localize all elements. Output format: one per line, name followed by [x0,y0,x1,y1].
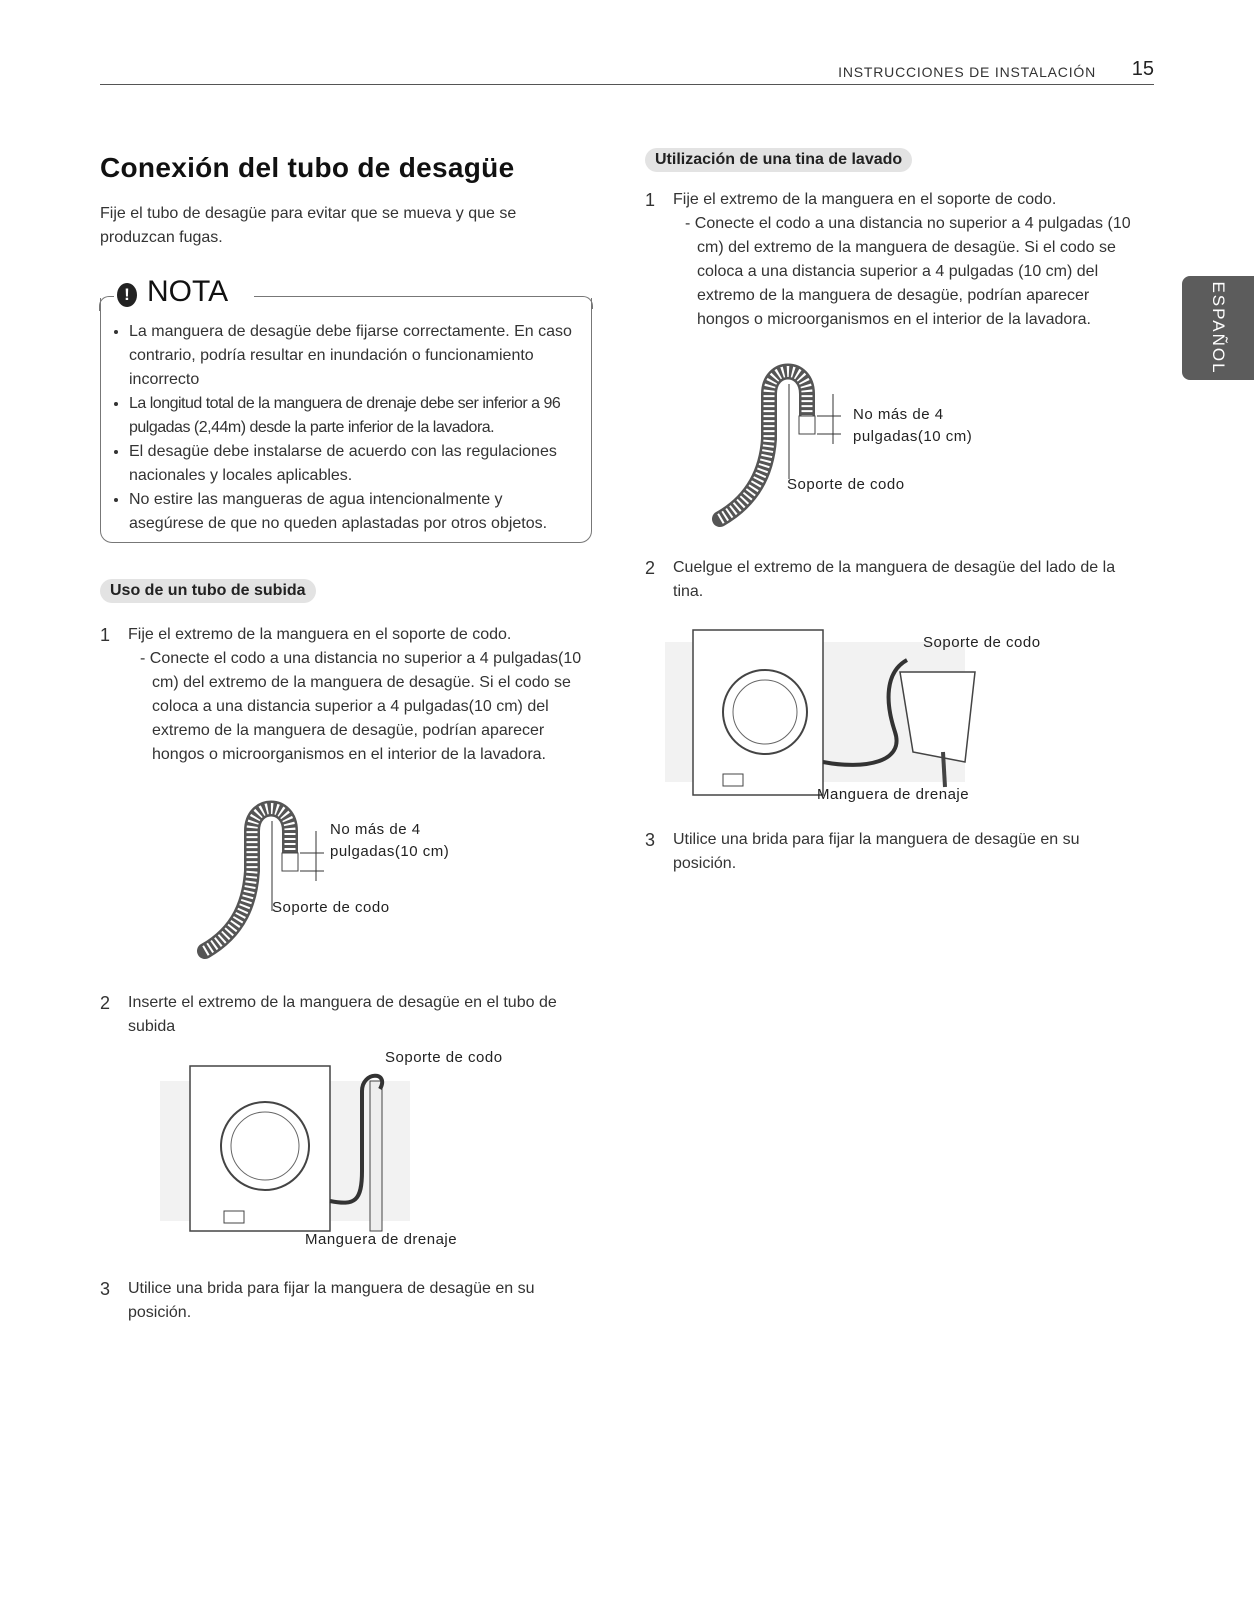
elbow-label: Soporte de codo [787,476,905,493]
step-text: Fije el extremo de la manguera en el soporte de codo. [673,191,1057,208]
step-text: Cuelgue el extremo de la manguera de desagüe del lado de la tina. [673,559,1116,600]
step-number: 2 [645,558,656,578]
right-column [645,100,1145,876]
step-text: Inserte el extremo de la manguera de desagüe en el tubo de subida [128,994,557,1035]
washer-standpipe-illustration [100,1051,592,1251]
note-item: • La longitud total de la manguera de drenaje debe ser inferior a 96 pulgadas (2,44m) desde la parte inferior de la lavadora. [129,392,575,440]
note-list [113,320,575,536]
page-number: 15 [1131,58,1154,80]
page-header [100,60,1154,85]
step-text: Fije el extremo de la manguera en el soporte de codo. [128,626,512,643]
elbow-figure-tub [645,354,1145,534]
distance-label: No más de 4 [330,821,421,838]
laundry-tub-heading: Utilización de una tina de lavado [645,148,912,172]
step-number: 1 [645,190,656,210]
left-column [100,100,592,1325]
standpipe-step-3 [100,1277,592,1325]
distance-label: pulgadas(10 cm) [330,843,450,860]
section-title: INSTRUCCIONES DE INSTALACIÓN [838,64,1096,80]
language-tab [1182,276,1254,380]
warning-icon: ! [117,283,137,307]
note-title: NOTA [147,275,229,308]
step-subtext: - Conecte el codo a una distancia no superior a 4 pulgadas(10 cm) del extremo de la manguera de desagüe. Si el codo se coloca a una distancia superior a 4 pulgadas(10 cm) del extremo de la manguera de desagüe, podrían aparecer hongos o microorganismos en el interior de la lavadora. [140,650,582,763]
step-number: 1 [100,625,111,645]
standpipe-step-2 [100,991,592,1039]
page-title: Conexión del tubo de desagüe [100,152,515,183]
laundry-tub-figure [645,622,1145,812]
standpipe-figure [100,1051,592,1251]
tub-step-2 [645,556,1145,604]
tub-step-3 [645,828,1145,876]
hose-label: Manguera de drenaje [817,786,970,803]
elbow-label: Soporte de codo [923,634,1041,651]
step-number: 3 [100,1279,111,1299]
tub-step-1 [645,188,1145,332]
step-text: Utilice una brida para fijar la manguera de desagüe en su posición. [128,1280,535,1321]
step-number: 3 [645,830,656,850]
step-subtext: - Conecte el codo a una distancia no superior a 4 pulgadas (10 cm) del extremo de la manguera de desagüe. Si el codo se coloca a una distancia superior a 4 pulgadas (10 cm) del extremo de la manguera de desagüe, podrían aparecer hongos o microorganismos en el interior de la lavadora. [685,215,1131,328]
intro-text: Fije el tubo de desagüe para evitar que se mueva y que se produzcan fugas. [100,205,517,246]
note-box [100,275,592,543]
note-header [99,275,593,313]
standpipe-step-1 [100,623,592,767]
step-text: Utilice una brida para fijar la manguera de desagüe en su posición. [673,831,1080,872]
distance-label: pulgadas(10 cm) [853,428,973,445]
note-item: • La manguera de desagüe debe fijarse correctamente. En caso contrario, podría resultar en inundación o funcionamiento incorrecto [129,320,575,392]
step-number: 2 [100,993,111,1013]
hose-label: Manguera de drenaje [305,1231,458,1248]
note-item: • El desagüe debe instalarse de acuerdo con las regulaciones nacionales y locales aplicables. [129,440,575,488]
elbow-figure-standpipe [100,791,592,961]
language-tab-label: ESPAÑOL [1209,281,1228,375]
distance-label: No más de 4 [853,406,944,423]
elbow-label: Soporte de codo [272,899,390,916]
elbow-illustration [100,791,592,961]
standpipe-heading: Uso de un tubo de subida [100,579,316,603]
washer-tub-illustration [645,622,1145,812]
elbow-label: Soporte de codo [385,1049,503,1066]
note-item: • No estire las mangueras de agua intencionalmente y asegúrese de que no queden aplastadas por otros objetos. [129,488,575,536]
